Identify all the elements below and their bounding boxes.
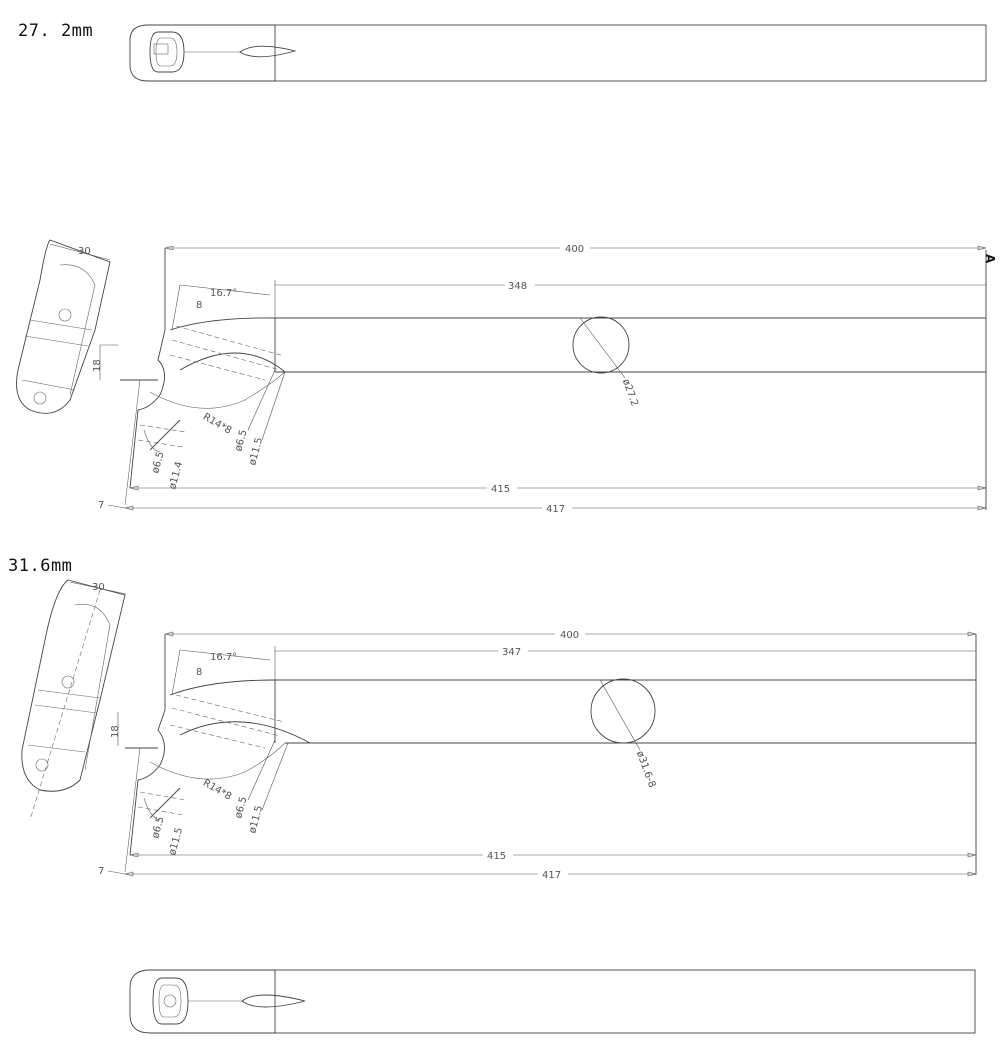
- top-view-27-2: [130, 25, 986, 81]
- dim-radius-b: R14*8: [200, 777, 234, 803]
- dim-head-width-a: 30: [78, 246, 91, 257]
- dim-hole-d-b: ø11.5: [167, 826, 186, 857]
- dim-clamp-height-b: 18: [110, 725, 121, 738]
- dim-length-417-b: 417: [542, 870, 562, 881]
- dim-angle-a: 16.7°: [210, 288, 238, 299]
- drawing-31-6: [22, 580, 976, 881]
- dim-8-a: 8: [196, 300, 203, 311]
- dim-8-b: 8: [196, 667, 203, 678]
- clamp-head-a: [17, 240, 111, 413]
- dim-radius-a: R14*8: [200, 411, 234, 437]
- dim-hole-c-b: ø6.5: [150, 815, 167, 840]
- size-label-31-6: 31.6mm: [8, 556, 73, 576]
- dim-hole-c-a: ø6.5: [150, 450, 167, 475]
- dim-hole-a-b: ø6.5: [233, 795, 250, 820]
- dim-tube-diameter-b: ø31.6-8: [633, 749, 658, 790]
- dim-hole-a-a: ø6.5: [233, 428, 250, 453]
- dim-length-415-b: 415: [487, 851, 507, 862]
- dim-hole-b-a: ø11.5: [247, 436, 266, 467]
- dim-total-length-a: 400: [565, 244, 585, 255]
- view-mark-a: A: [983, 254, 997, 264]
- size-label-27-2: 27. 2mm: [18, 21, 94, 41]
- top-view-31-6: [130, 970, 975, 1033]
- dim-hole-b-b: ø11.5: [247, 804, 266, 835]
- drawing-27-2: [17, 240, 998, 515]
- dim-length-417-a: 417: [546, 504, 566, 515]
- dim-clamp-height-a: 18: [92, 359, 103, 372]
- dim-7-b: 7: [98, 866, 105, 877]
- dim-angle-b: 16.7°: [210, 652, 238, 663]
- dim-tube-diameter-a: ø27.2: [619, 377, 640, 408]
- dim-length-415-a: 415: [491, 484, 511, 495]
- dim-hole-d-a: ø11.4: [167, 460, 186, 491]
- dim-total-length-b: 400: [560, 630, 580, 641]
- clamp-head-b: [22, 580, 126, 820]
- post-body-b: [125, 634, 976, 875]
- post-body-a: [120, 248, 986, 510]
- dim-tube-length-a: 348: [508, 281, 528, 292]
- dim-head-width-b: 30: [92, 582, 105, 593]
- dim-7-a: 7: [98, 500, 105, 511]
- dim-tube-length-b: 347: [502, 647, 522, 658]
